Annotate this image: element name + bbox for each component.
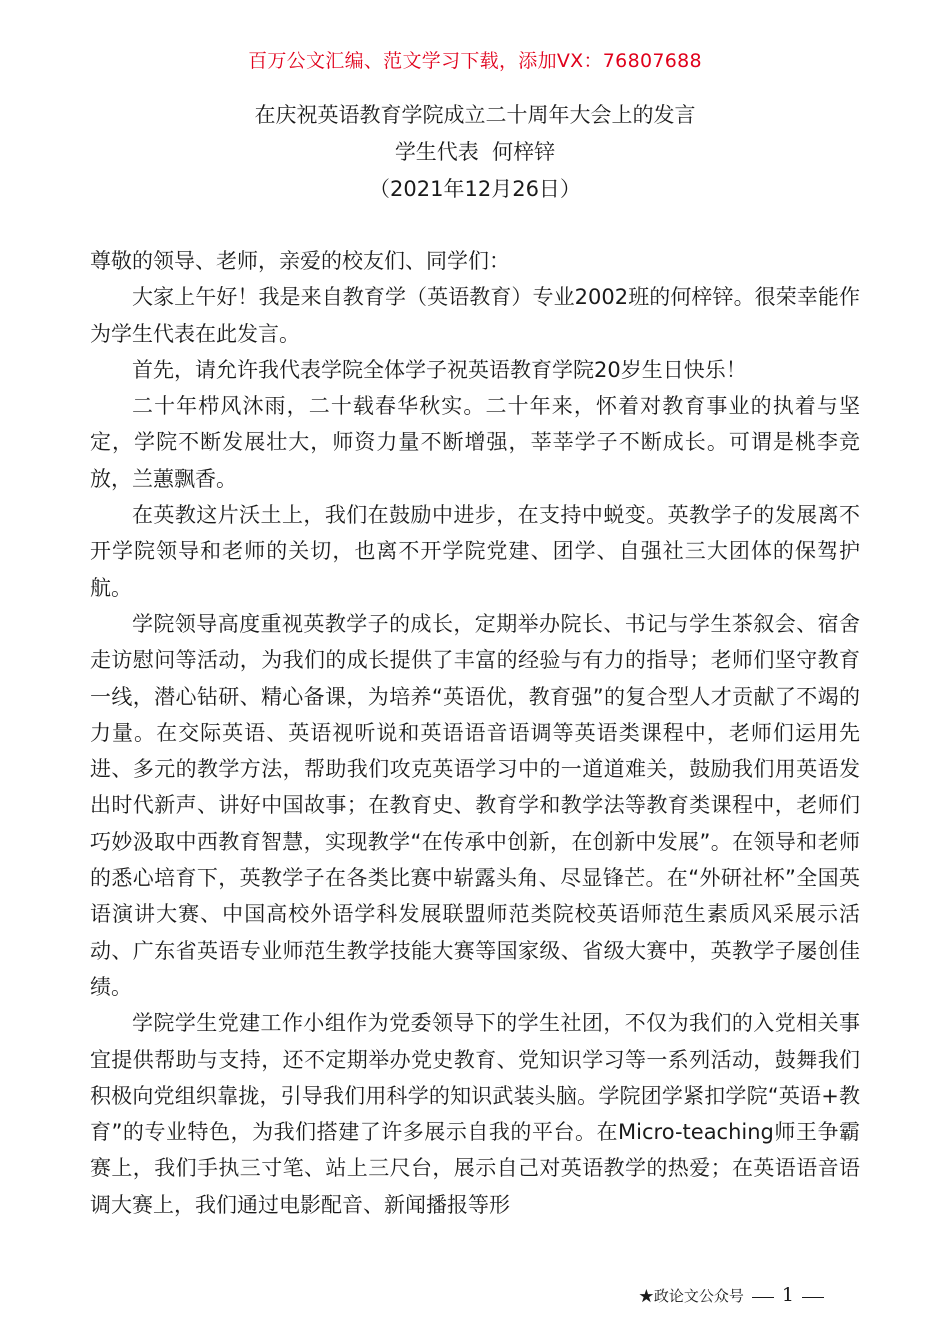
promo-header: 百万公文汇编、范文学习下载，添加VX：76807688 [248,50,702,72]
page-footer [639,1284,832,1306]
paragraph: 大家上午好！我是来自教育学（英语教育）专业2002班的何梓锌。很荣幸能作为学生代表在此发言。 [90,285,860,346]
paragraph: 学院领导高度重视英教学子的成长，定期举办院长、书记与学生茶叙会、宿舍走访慰问等活动，为我们的成长提供了丰富的经验与有力的指导；老师们坚守教育一线，潜心钻研、精心备课，为培养“英语优，教育强”的复合型人才贡献了不竭的力量。在交际英语、英语视听说和英语语音语调等英语类课程中，老师们运用先进、多元的教学方法，帮助我们攻克英语学习中的一道道难关，鼓励我们用英语发出时代新声、讲好中国故事；在教育史、教育学和教学法等教育类课程中，老师们巧妙汲取中西教育智慧，实现教学“在传承中创新，在创新中发展”。在领导和老师的悉心培育下，英教学子在各类比赛中崭露头角、尽显锋芒。在“外研社杯”全国英语演讲大赛、中国高校外语学科发展联盟师范类院校英语师范生素质风采展示活动、广东省英语专业师范生教学技能大赛等国家级、省级大赛中，英教学子屡创佳绩。 [90,611,860,999]
dash-right [802,1297,824,1298]
paragraph: 二十年栉风沐雨，二十载春华秋实。二十年来，怀着对教育事业的执着与坚定，学院不断发展壮大，师资力量不断增强，莘莘学子不断成长。可谓是桃李竞放，兰蕙飘香。 [90,394,860,491]
paragraph: 学院学生党建工作小组作为党委领导下的学生社团，不仅为我们的入党相关事宜提供帮助与支持，还不定期举办党史教育、党知识学习等一系列活动，鼓舞我们积极向党组织靠拢，引导我们用科学的知识武装头脑。学院团学紧扣学院“英语+教育”的专业特色，为我们搭建了许多展示自我的平台。在Micro-teaching师王争霸赛上，我们手执三寸笔、站上三尺台，展示自己对英语教学的热爱；在英语语音语调大赛上，我们通过电影配音、新闻播报等形 [90,1011,860,1217]
paragraph: 在英教这片沃土上，我们在鼓励中进步，在支持中蜕变。英教学子的发展离不开学院领导和老师的关切，也离不开学院党建、团学、自强社三大团体的保驾护航。 [90,503,860,600]
speech-title: 在庆祝英语教育学院成立二十周年大会上的发言 [254,103,696,127]
page-number: 1 [781,1284,794,1306]
speech-date: （2021年12月26日） [369,177,581,201]
dash-left [752,1297,774,1298]
paragraph: 首先，请允许我代表学院全体学子祝英语教育学院20岁生日快乐！ [132,357,747,382]
salutation: 尊敬的领导、老师，亲爱的校友们、同学们： [90,249,510,273]
footer-source: ★政论文公众号 [638,1287,744,1305]
speaker-line: 学生代表 何梓锌 [394,140,556,164]
speech-body [90,243,860,1223]
